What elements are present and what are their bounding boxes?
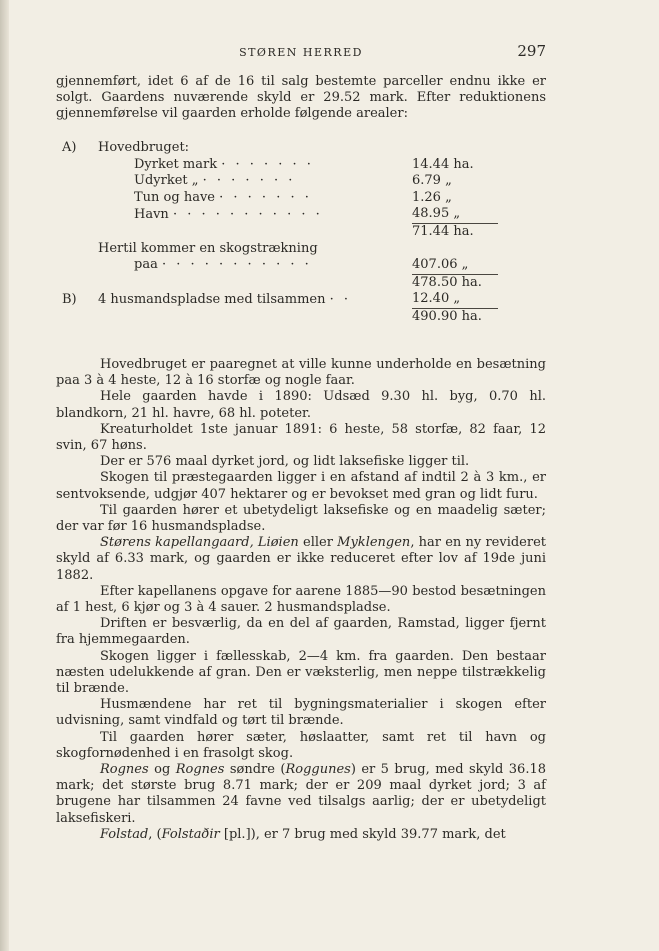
farm-name: Rognes [100,762,149,778]
area-table [62,140,498,326]
leader-dots: · · [329,291,352,307]
paragraph: Til gaarden hører et ubetydeligt laksefiske og en maadelig sæter; der var før 16 husmandspladse. [56,502,546,535]
forest-unit: „ [461,257,469,273]
table-row [62,206,498,223]
paragraph: Der er 576 maal dyrket jord, og lidt laksefiske ligger til. [100,454,470,470]
section-a-label: A) [62,140,77,155]
leader-dots: · · · · · · · · · · · [161,257,312,273]
paragraph: Skogen ligger i fællesskab, 2—4 km. fra gaarden. Den bestaar næsten udelukkende af gran. Den er væksterlig, men neppe tilstrækkelig til brænde. [56,648,546,697]
leader-dots: · · · · · · · [202,173,296,189]
paragraph: Rognes og Rognes søndre (Roggunes) er 5 brug, med skyld 36.18 mark; det største brug 8.71 mark; der er 209 maal dyrket jord; 3 af brugene har tilsammen 24 favne ved tilsalgs aarlig; der er ubetydeligt laksefiskeri. [56,762,546,826]
paragraph: Størens kapellangaard, Liøien eller Myklengen, har en ny revideret skyld af 6.33 mark, og gaarden er ikke reduceret efter lov af 19de juni 1882. [56,535,547,583]
farm-name: Størens kapellangaard, Liøien [100,535,299,551]
row-unit: „ [445,189,452,205]
section-b-desc: 4 husmandspladse med tilsammen [98,291,326,307]
table-row-subtotal [62,274,498,291]
row-desc: Dyrket mark [134,156,218,172]
intro-paragraph: gjennemført, idet 6 af de 16 til salg bestemte parceller endnu ikke er solgt. Gaardens nuværende skyld er 29.52 mark. Efter reduktionens gjennemførelse vil gaarden erholde følgende arealer: [56,74,546,122]
paragraph: Efter kapellanens opgave for aarene 1885—90 bestod besætningen af 1 hest, 6 kjør og 3 à 4 sauer. 2 husmandspladse. [56,583,546,616]
row-value: 6.79 [412,173,441,189]
row-value: 14.44 [412,156,450,172]
table-row-forest [62,257,498,274]
row-desc: Tun og have [134,189,215,205]
table-row-forest-heading [62,241,498,258]
section-b-label: B) [62,291,77,307]
subtotal-unit: ha. [461,274,482,290]
paragraph: Driften er besværlig, da en del af gaarden, Ramstad, ligger fjernt fra hjemmegaarden. [56,616,546,648]
body-text [56,357,546,843]
row-unit: ha. [453,156,474,172]
page-header [56,42,546,62]
subtotal-value: 478.50 [412,274,458,290]
row-unit: „ [445,173,452,189]
row-desc: Havn [134,206,169,222]
table-row-total [62,308,498,325]
paragraph: Folstad, (Folstaðir [pl.]), er 7 brug med skyld 39.77 mark, det [100,826,506,842]
paragraph: Skogen til præstegaarden ligger i en afstand af indtil 2 à 3 km., er sentvoksende, udgjør 407 hektarer og er bevokset med gran og lidt furu. [56,470,546,502]
table-row [62,157,498,174]
farm-name: Roggunes [285,762,351,778]
table-row [62,173,498,190]
subtotal-unit: ha. [453,223,474,239]
forest-line: Hertil kommer en skogstrækning [98,240,318,256]
leader-dots: · · · · · · · [219,189,312,205]
table-row [62,190,498,207]
forest-desc: paa [134,257,158,273]
farm-name: Folstaðir [161,826,220,842]
paragraph: Husmændene har ret til bygningsmaterialier i skogen efter udvisning, samt vindfald og tørt til brænde. [56,697,546,729]
section-a-heading: Hovedbruget: [98,140,190,155]
total-value: 490.90 [412,308,458,324]
b-value: 12.40 [412,291,450,307]
paragraph: Hovedbruget er paaregnet at ville kunne underholde en besætning paa 3 à 4 heste, 12 à 16 storfæ og nogle faar. [56,357,546,389]
table-row-a-heading [62,140,498,157]
table-row-subtotal [62,223,498,240]
row-value: 48.95 [412,206,450,222]
b-unit: „ [453,291,461,307]
farm-name: Folstad [100,826,149,842]
farm-name: Rognes [175,762,225,778]
paragraph: Til gaarden hører sæter, høslaatter, samt ret til havn og skogfornødenhed i en frasolgt skog. [56,729,546,761]
farm-name: Myklengen [337,535,411,551]
page-number: 297 [517,42,546,60]
paragraph: Hele gaarden havde i 1890: Udsæd 9.30 hl. byg, 0.70 hl. blandkorn, 21 hl. havre, 68 hl. poteter. [56,389,546,421]
table-row-b [62,291,498,308]
page-gutter-edge [0,0,9,951]
forest-value: 407.06 [412,257,458,273]
intro-text [56,74,546,123]
row-value: 1.26 [412,189,441,205]
subtotal-value: 71.44 [412,223,450,239]
total-unit: ha. [461,308,482,324]
running-title: STØREN HERRED [239,46,363,59]
leader-dots: · · · · · · · [221,156,314,172]
leader-dots: · · · · · · · · · · · [172,206,323,222]
row-unit: „ [453,206,461,222]
row-desc: Udyrket „ [134,173,199,189]
paragraph: Kreaturholdet 1ste januar 1891: 6 heste, 58 storfæ, 82 faar, 12 svin, 67 høns. [56,421,546,454]
